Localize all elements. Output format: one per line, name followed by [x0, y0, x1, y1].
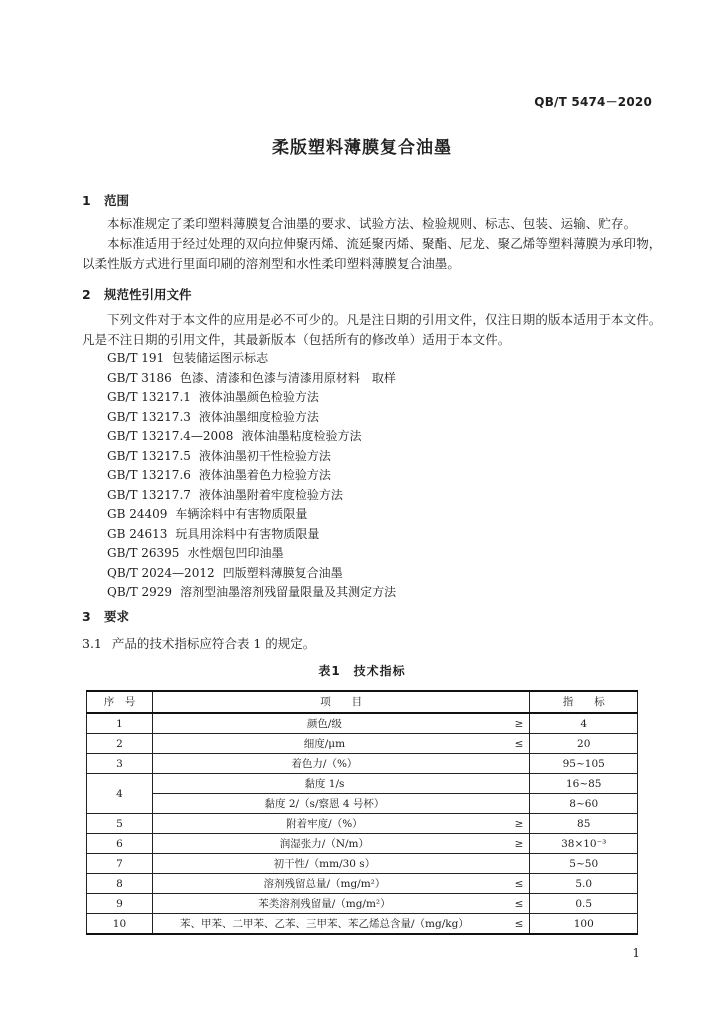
reference-item [107, 388, 396, 408]
row-symbol: ≤ [496, 734, 530, 754]
reference-title: 溶剂型油墨溶剂残留量限量及其测定方法 [180, 585, 397, 599]
clause-number: 3.1 [82, 636, 102, 651]
reference-item [107, 486, 396, 506]
row-symbol: ≥ [496, 713, 530, 734]
row-no: 10 [87, 914, 153, 935]
row-item: 附着牢度/（%） [152, 814, 496, 834]
section-title: 范围 [104, 193, 130, 208]
table-row [87, 894, 638, 914]
row-symbol: ≥ [496, 814, 530, 834]
row-no: 6 [87, 834, 153, 854]
header-no: 序 号 [87, 691, 153, 713]
page-number: 1 [632, 946, 640, 960]
section-2-heading [82, 285, 192, 303]
reference-title: 凹版塑料薄膜复合油墨 [222, 565, 343, 580]
table-caption: 表1 技术指标 [318, 664, 406, 678]
row-item: 初干性/（mm/30 s） [152, 854, 496, 874]
row-symbol [496, 754, 530, 774]
table-row [87, 713, 638, 734]
row-no: 1 [87, 713, 153, 734]
reference-title: 色漆、清漆和色漆与清漆用原材料 取样 [179, 370, 396, 385]
section-number: 2 [82, 287, 91, 302]
document-title: 柔版塑料薄膜复合油墨 [272, 138, 452, 158]
row-symbol [496, 794, 530, 814]
reference-title: 车辆涂料中有害物质限量 [175, 507, 308, 521]
row-no: 2 [87, 734, 153, 754]
reference-code: GB/T 26395 [107, 546, 180, 560]
row-symbol: ≤ [496, 874, 530, 894]
header-item: 项 目 [152, 691, 530, 713]
reference-code: GB/T 13217.7 [107, 487, 191, 502]
clause-3-1 [82, 634, 315, 652]
row-item: 黏度 1/s [152, 774, 496, 794]
reference-item [107, 369, 396, 389]
reference-title: 液体油墨粘度检验方法 [241, 429, 362, 443]
reference-code: GB/T 3186 [107, 370, 172, 385]
reference-title: 液体油墨附着牢度检验方法 [198, 487, 343, 502]
scope-paragraph-2: 本标准适用于经过处理的双向拉伸聚丙烯、流延聚丙烯、聚酯、尼龙、聚乙烯等塑料薄膜为承印物，以柔性版方式进行里面印刷的溶剂型和水性柔印塑料薄膜复合油墨。 [82, 236, 662, 271]
table-row [87, 834, 638, 854]
reference-title: 水性烟包凹印油墨 [187, 546, 284, 560]
row-item: 黏度 2/（s/察恩 4 号杯） [152, 794, 496, 814]
reference-code: GB/T 13217.4—2008 [107, 429, 234, 443]
header-value: 指 标 [530, 691, 638, 713]
row-no: 9 [87, 894, 153, 914]
row-symbol: ≤ [496, 914, 530, 935]
reference-title: 包装储运图示标志 [172, 351, 269, 365]
clause-text: 产品的技术指标应符合表 1 的规定。 [111, 636, 316, 651]
row-value: 85 [530, 814, 638, 834]
reference-title: 液体油墨细度检验方法 [198, 409, 319, 424]
table-row [87, 774, 638, 794]
reference-item [107, 525, 396, 545]
row-value: 38×10⁻³ [530, 834, 638, 854]
row-value: 20 [530, 734, 638, 754]
section-title: 规范性引用文件 [104, 287, 192, 302]
row-item: 颜色/级 [152, 713, 496, 734]
reference-item [107, 505, 396, 525]
row-symbol: ≥ [496, 834, 530, 854]
row-symbol [496, 854, 530, 874]
table-row [87, 794, 638, 814]
reference-item [107, 544, 396, 564]
row-value: 0.5 [530, 894, 638, 914]
reference-item [107, 466, 396, 486]
row-item: 苯类溶剂残留量/（mg/m²） [152, 894, 496, 914]
table-row [87, 814, 638, 834]
reference-item [107, 447, 396, 467]
section-title: 要求 [104, 609, 130, 624]
row-item: 润湿张力/（N/m） [152, 834, 496, 854]
section-3-heading [82, 607, 129, 625]
section-number: 3 [82, 609, 91, 624]
row-value: 100 [530, 914, 638, 935]
row-value: 5~50 [530, 854, 638, 874]
table-row [87, 754, 638, 774]
row-no: 5 [87, 814, 153, 834]
reference-item [107, 408, 396, 428]
reference-code: GB/T 13217.6 [107, 468, 191, 482]
reference-code: QB/T 2024—2012 [107, 565, 215, 580]
reference-item [107, 427, 396, 447]
row-no: 4 [87, 774, 153, 814]
reference-code: GB 24409 [107, 507, 168, 521]
reference-code: GB/T 13217.3 [107, 409, 191, 424]
reference-list [107, 349, 396, 603]
section-number: 1 [82, 193, 91, 208]
row-item: 细度/μm [152, 734, 496, 754]
row-symbol [496, 774, 530, 794]
table-row [87, 734, 638, 754]
row-item: 溶剂残留总量/（mg/m²） [152, 874, 496, 894]
table-header-row [87, 691, 638, 713]
reference-title: 液体油墨颜色检验方法 [198, 390, 319, 404]
reference-code: GB 24613 [107, 526, 168, 541]
section-1-heading [82, 191, 129, 209]
row-item: 着色力/（%） [152, 754, 496, 774]
reference-title: 液体油墨初干性检验方法 [198, 448, 331, 463]
row-no: 8 [87, 874, 153, 894]
table-row [87, 914, 638, 935]
scope-paragraph-1: 本标准规定了柔印塑料薄膜复合油墨的要求、试验方法、检验规则、标志、包装、运输、贮存。 [107, 216, 637, 231]
row-item: 苯、甲苯、二甲苯、乙苯、三甲苯、苯乙烯总含量/（mg/kg） [152, 914, 496, 935]
row-value: 8~60 [530, 794, 638, 814]
row-value: 4 [530, 713, 638, 734]
reference-title: 玩具用涂料中有害物质限量 [175, 526, 320, 541]
reference-title: 液体油墨着色力检验方法 [198, 468, 331, 482]
row-no: 7 [87, 854, 153, 874]
reference-code: QB/T 2929 [107, 585, 173, 599]
table-row [87, 874, 638, 894]
technical-spec-table [86, 690, 638, 935]
reference-item [107, 349, 396, 369]
table-row [87, 854, 638, 874]
references-intro: 下列文件对于本文件的应用是必不可少的。凡是注日期的引用文件，仅注日期的版本适用于本文件。凡是不注日期的引用文件，其最新版本（包括所有的修改单）适用于本文件。 [82, 312, 662, 347]
reference-item [107, 583, 396, 603]
row-symbol: ≤ [496, 894, 530, 914]
row-value: 95~105 [530, 754, 638, 774]
row-no: 3 [87, 754, 153, 774]
reference-code: GB/T 191 [107, 351, 165, 365]
row-value: 5.0 [530, 874, 638, 894]
reference-code: GB/T 13217.1 [107, 390, 191, 404]
reference-item [107, 564, 396, 584]
standard-code: QB/T 5474－2020 [534, 95, 652, 109]
row-value: 16~85 [530, 774, 638, 794]
reference-code: GB/T 13217.5 [107, 448, 191, 463]
